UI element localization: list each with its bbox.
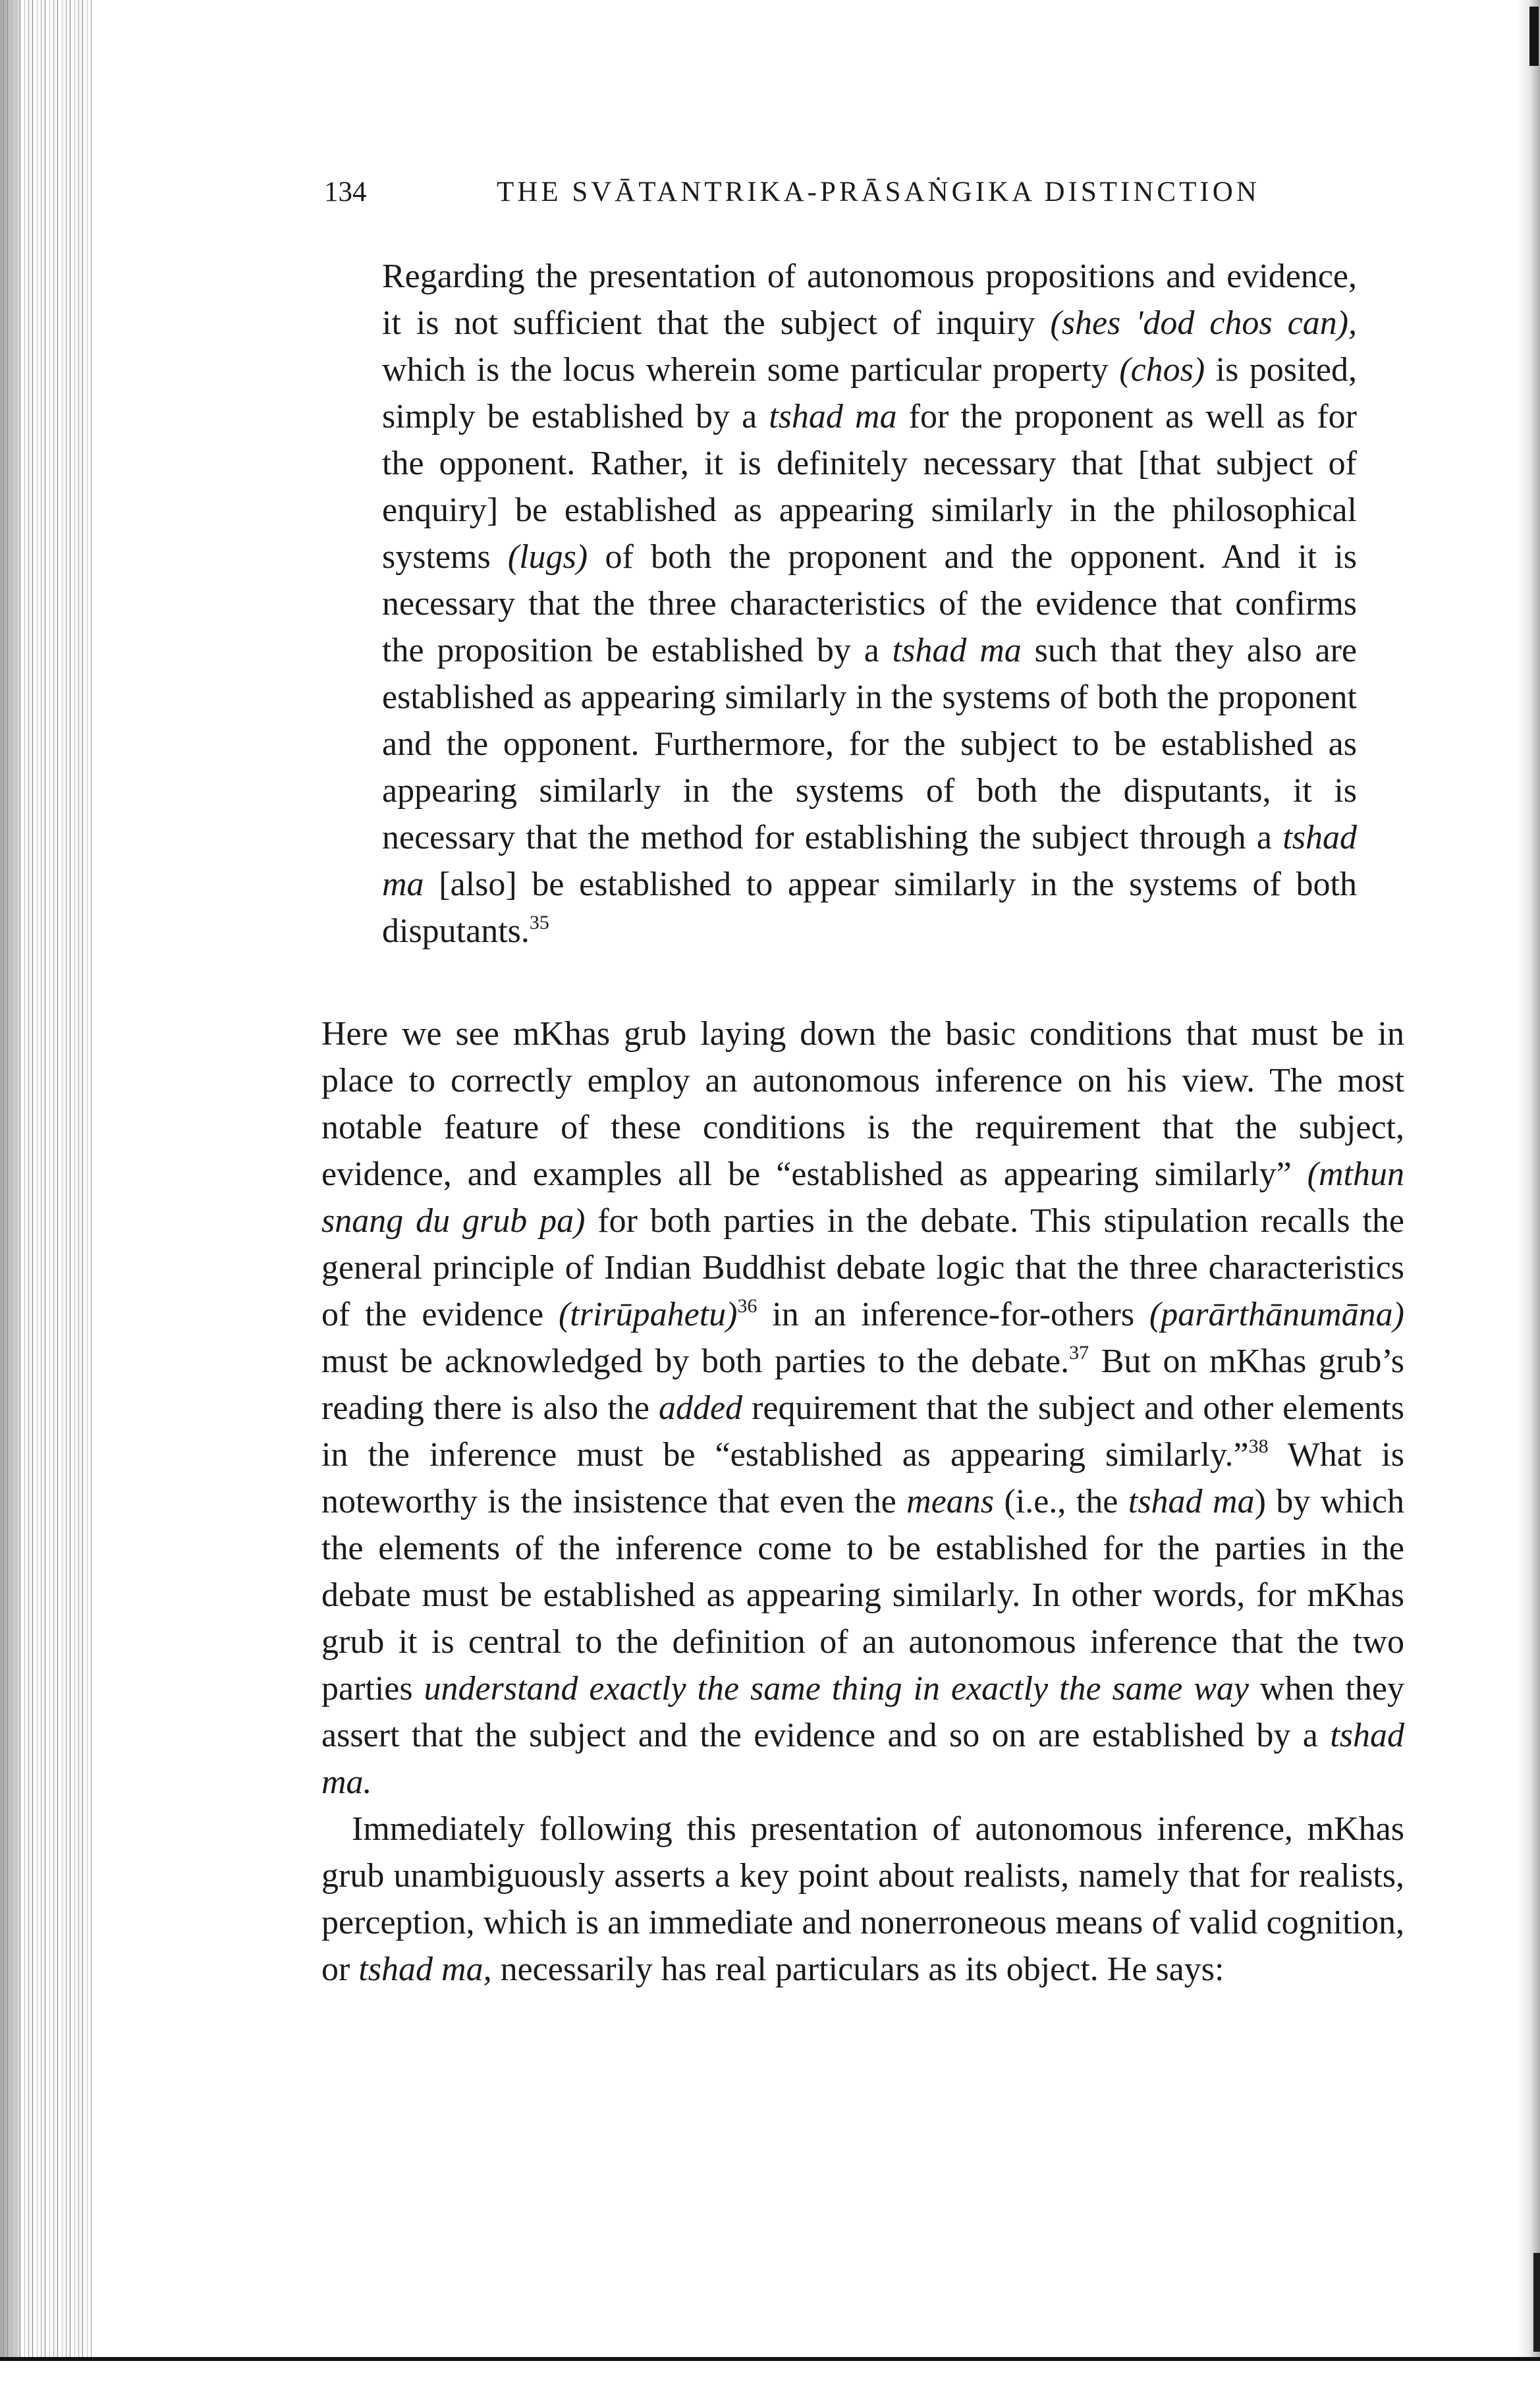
text-run: in an inference-for-others <box>757 1296 1149 1333</box>
tibetan-term: (shes 'dod chos can), <box>1050 304 1358 342</box>
binding-shadow <box>0 0 20 2358</box>
block-quote <box>382 253 1357 955</box>
tibetan-term: (chos) <box>1119 351 1205 389</box>
page-edge-mark-top <box>1529 7 1539 66</box>
text-run: requirement that the subject and other elements in the inference must be “established as appearing similarly.” <box>321 1389 1405 1474</box>
text-run: Here we see mKhas grub laying down the basic conditions that must be in place to correctly employ an autonomous inference on his view. The most notable feature of these conditions is the requirement that the subject, evidence, and examples all be “established as appearing similarly” <box>321 1015 1404 1193</box>
tibetan-term: tshad ma, <box>358 1951 492 1988</box>
text-run: What is noteworthy is the insistence that even the <box>321 1436 1404 1520</box>
body-text <box>321 1011 1404 1993</box>
page-bottom-edge <box>0 2357 1540 2361</box>
text-run: of both the proponent and the opponent. And it is necessary that the three characteristics of the evidence that confirms the proposition be established by a <box>382 538 1358 669</box>
page-edge-right <box>1516 0 1540 2358</box>
tibetan-term: tshad ma <box>892 632 1022 669</box>
page-number: 134 <box>324 177 367 208</box>
text-run: Immediately following this presentation of autonomous inference, mKhas grub unambiguously asserts a key point about realists, namely that for realists, perception, which is an immediate and nonerroneous means of valid cognition, or <box>321 1810 1404 1988</box>
text-run: must be acknowledged by both parties to the debate. <box>321 1343 1070 1380</box>
body-paragraph-1 <box>321 1011 1404 1806</box>
tibetan-term: (lugs) <box>507 538 588 576</box>
body-paragraph-2 <box>321 1806 1404 1993</box>
text-run: But on mKhas grub’s reading there is also the <box>321 1343 1405 1427</box>
text-run: (i.e., the <box>994 1483 1128 1520</box>
block-quote-paragraph <box>382 253 1357 955</box>
text-run: for the proponent as well as for the opponent. Rather, it is definitely necessary that [that subject of enquiry] be established as appearing similarly in the philosophical systems <box>382 398 1357 576</box>
running-head-title: THE SVĀTANTRIKA-PRĀSAṄGIKA DISTINCTION <box>497 177 1260 208</box>
text-run: [also] be established to appear similarly in the systems of both disputants. <box>382 866 1357 950</box>
tibetan-term: tshad ma <box>382 819 1357 903</box>
text-run: for both parties in the debate. This stipulation recalls the general principle of Indian Buddhist debate logic that the three characteristics of the evidence <box>321 1202 1404 1333</box>
tibetan-term: tshad ma <box>769 398 897 435</box>
text-run: when they assert that the subject and the evidence and so on are established by a <box>321 1670 1404 1754</box>
sanskrit-term: (trirūpahetu) <box>558 1296 738 1333</box>
page-edge-mark-bottom <box>1533 2253 1540 2352</box>
text-run: such that they also are established as appearing similarly in the systems of both the proponent and the opponent. Furthermore, for the subject to be established as appearing similarly in the systems of both the disputants, it is necessary that the method for establishing the subject through a <box>382 632 1357 856</box>
text-run: is posited, simply be established by a <box>382 351 1357 435</box>
text-run: ) by which the elements of the inference come to be established for the parties in the debate must be established as appearing similarly. In other words, for mKhas grub it is central to the definition of an autonomous inference that the two parties <box>321 1483 1404 1707</box>
emphasis: understand exactly the same thing in exactly the same way <box>424 1670 1250 1707</box>
footnote-ref-37[interactable]: 37 <box>1069 1342 1089 1364</box>
text-run: necessarily has real particulars as its object. He says: <box>491 1951 1224 1988</box>
emphasis: added <box>658 1389 743 1427</box>
text-run: Regarding the presentation of autonomous propositions and evidence, it is not sufficient that the subject of inquiry <box>382 258 1357 342</box>
text-run: which is the locus wherein some particular property <box>382 351 1120 389</box>
running-head <box>324 173 1408 212</box>
tibetan-term: (mthun snang du grub pa) <box>321 1155 1404 1240</box>
sanskrit-term: (parārthānumāna) <box>1149 1296 1404 1333</box>
tibetan-term: tshad ma <box>1128 1483 1255 1520</box>
footnote-ref-38[interactable]: 38 <box>1248 1435 1269 1457</box>
emphasis: means <box>906 1483 995 1520</box>
footnote-ref-36[interactable]: 36 <box>737 1295 757 1317</box>
footnote-ref-35[interactable]: 35 <box>529 912 549 933</box>
tibetan-term: tshad ma. <box>321 1717 1404 1801</box>
